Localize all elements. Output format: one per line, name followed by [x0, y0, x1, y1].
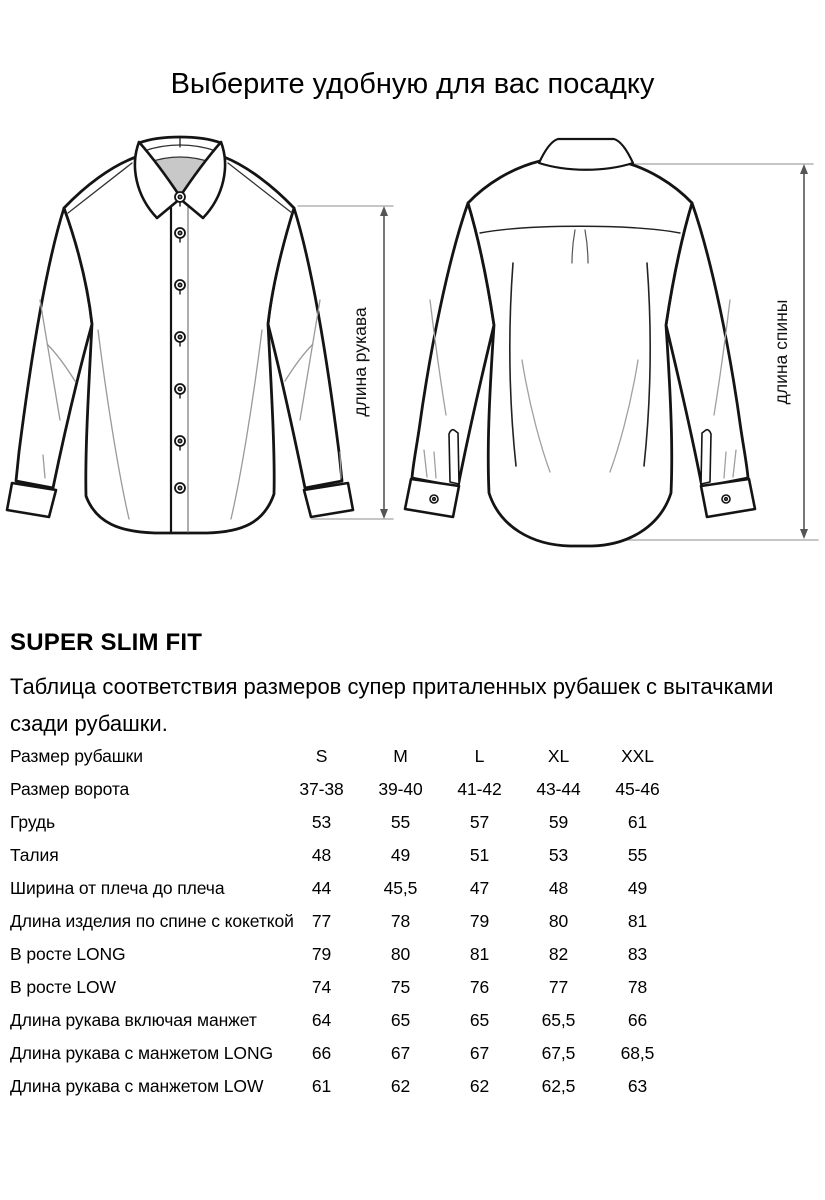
table-cell: 81	[469, 944, 490, 964]
table-cell: 67	[469, 1043, 490, 1063]
table-cell: 74	[311, 977, 332, 997]
sleeve-length-label: длина рукава	[350, 307, 370, 417]
table-cell: 75	[390, 977, 411, 997]
table-cell: 44	[311, 878, 332, 898]
table-cell: S	[315, 746, 328, 766]
table-cell: 80	[390, 944, 411, 964]
table-row-label: Грудь	[10, 812, 56, 832]
table-row	[10, 938, 677, 971]
table-cell: L	[474, 746, 485, 766]
table-cell: 83	[627, 944, 648, 964]
table-cell: 43-44	[536, 779, 581, 799]
table-cell: 79	[469, 911, 490, 931]
table-cell: 62,5	[541, 1076, 576, 1096]
table-row-label: Талия	[10, 845, 59, 865]
table-row	[10, 872, 677, 905]
shirt-front-drawing	[7, 137, 353, 533]
shirt-back-drawing	[405, 139, 755, 546]
table-cell: 49	[627, 878, 648, 898]
table-cell: 53	[311, 812, 332, 832]
table-cell: 49	[390, 845, 411, 865]
fit-heading: SUPER SLIM FIT	[10, 629, 203, 656]
table-row	[10, 905, 677, 938]
table-row-label: Длина рукава с манжетом LONG	[10, 1043, 273, 1063]
table-cell: 79	[311, 944, 332, 964]
table-cell: 62	[390, 1076, 411, 1096]
table-cell: 62	[469, 1076, 490, 1096]
table-cell: 78	[390, 911, 411, 931]
table-cell: 65	[469, 1010, 490, 1030]
table-row-label: Длина рукава включая манжет	[10, 1010, 257, 1030]
fit-section	[10, 629, 812, 742]
table-cell: 64	[311, 1010, 332, 1030]
table-row-label: В росте LONG	[10, 944, 126, 964]
table-cell: 59	[548, 812, 569, 832]
table-row-label: Размер рубашки	[10, 746, 143, 766]
table-cell: 63	[627, 1076, 648, 1096]
table-cell: 81	[627, 911, 648, 931]
table-cell: 61	[627, 812, 648, 832]
table-cell: 76	[469, 977, 490, 997]
table-cell: 47	[469, 878, 490, 898]
table-row	[10, 971, 677, 1004]
table-cell: XL	[547, 746, 570, 766]
table-cell: 45-46	[615, 779, 660, 799]
table-row	[10, 1037, 677, 1070]
table-cell: 39-40	[378, 779, 423, 799]
table-row-label: Длина рукава с манжетом LOW	[10, 1076, 264, 1096]
table-row-label: Длина изделия по спине с кокеткой	[10, 911, 294, 931]
table-cell: 67,5	[541, 1043, 576, 1063]
table-cell: 77	[548, 977, 569, 997]
back-length-label: длина спины	[771, 299, 791, 405]
table-row	[10, 839, 677, 872]
table-row	[10, 806, 677, 839]
table-cell: 45,5	[383, 878, 418, 898]
table-row	[10, 1004, 677, 1037]
fit-description: Таблица соответствия размеров супер приталенных рубашек с вытачками сзади рубашки.	[10, 674, 774, 736]
table-cell: M	[393, 746, 408, 766]
table-cell: 41-42	[457, 779, 502, 799]
table-cell: 53	[548, 845, 569, 865]
table-cell: XXL	[621, 746, 654, 766]
table-cell: 67	[390, 1043, 411, 1063]
table-cell: 61	[311, 1076, 332, 1096]
table-cell: 66	[311, 1043, 332, 1063]
table-cell: 65	[390, 1010, 411, 1030]
table-cell: 57	[469, 812, 490, 832]
table-row	[10, 740, 677, 773]
table-cell: 77	[311, 911, 332, 931]
table-cell: 78	[627, 977, 648, 997]
table-cell: 55	[390, 812, 411, 832]
table-row	[10, 1070, 677, 1103]
table-cell: 55	[627, 845, 648, 865]
table-cell: 66	[627, 1010, 648, 1030]
size-table	[10, 740, 677, 1103]
table-cell: 48	[548, 878, 569, 898]
table-row-label: В росте LOW	[10, 977, 116, 997]
table-cell: 68,5	[620, 1043, 655, 1063]
table-cell: 65,5	[541, 1010, 576, 1030]
table-cell: 37-38	[299, 779, 344, 799]
table-cell: 82	[548, 944, 569, 964]
table-row-label: Размер ворота	[10, 779, 130, 799]
table-cell: 51	[469, 845, 490, 865]
table-row-label: Ширина от плеча до плеча	[10, 878, 225, 898]
page-title: Выберите удобную для вас посадку	[170, 68, 655, 101]
table-row	[10, 773, 677, 806]
table-cell: 80	[548, 911, 569, 931]
table-cell: 48	[311, 845, 332, 865]
